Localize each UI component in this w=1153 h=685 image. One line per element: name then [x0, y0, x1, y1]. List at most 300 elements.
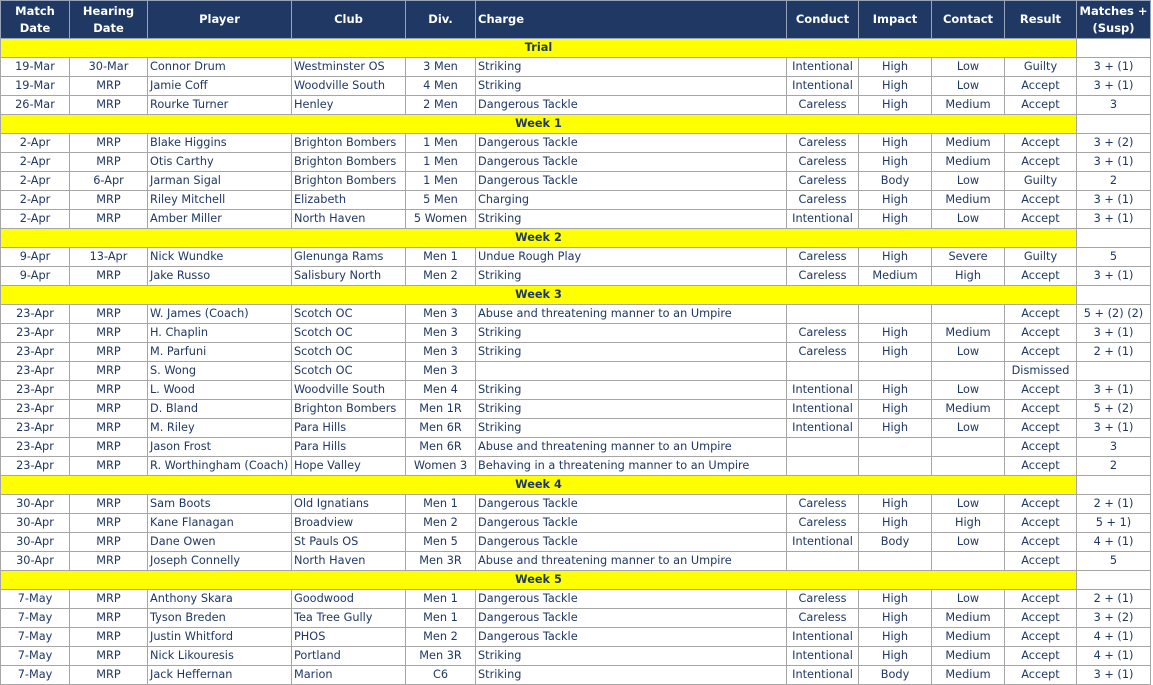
cell-conduct: Careless — [787, 609, 859, 628]
cell-division: Men 2 — [406, 628, 476, 647]
cell-matches-susp: 4 + (1) — [1077, 647, 1151, 666]
table-row — [1, 381, 1151, 400]
cell-hearing-date: MRP — [70, 210, 148, 229]
cell-hearing-date: MRP — [70, 495, 148, 514]
table-row — [1, 457, 1151, 476]
table-row — [1, 153, 1151, 172]
cell-hearing-date: MRP — [70, 647, 148, 666]
section-spacer — [1077, 571, 1151, 590]
cell-matches-susp: 3 + (1) — [1077, 419, 1151, 438]
cell-charge: Striking — [476, 400, 787, 419]
cell-matches-susp: 3 + (1) — [1077, 77, 1151, 96]
cell-impact: High — [859, 77, 932, 96]
cell-division: 5 Men — [406, 191, 476, 210]
cell-division: Men 4 — [406, 381, 476, 400]
cell-club: Brighton Bombers — [292, 134, 406, 153]
cell-division: Men 2 — [406, 514, 476, 533]
section-header-row — [1, 571, 1151, 590]
cell-conduct: Careless — [787, 248, 859, 267]
cell-match-date: 30-Apr — [1, 514, 70, 533]
cell-club: Hope Valley — [292, 457, 406, 476]
cell-player: Anthony Skara — [148, 590, 292, 609]
cell-matches-susp: 3 + (2) — [1077, 134, 1151, 153]
table-row — [1, 96, 1151, 115]
table-row — [1, 628, 1151, 647]
section-header-row — [1, 229, 1151, 248]
cell-matches-susp: 5 + 1) — [1077, 514, 1151, 533]
cell-charge: Dangerous Tackle — [476, 514, 787, 533]
header-matches-susp: Matches + (Susp) — [1077, 1, 1151, 39]
header-club: Club — [292, 1, 406, 39]
cell-hearing-date: MRP — [70, 305, 148, 324]
cell-contact — [932, 438, 1005, 457]
cell-matches-susp: 5 — [1077, 248, 1151, 267]
cell-result: Accept — [1005, 628, 1077, 647]
header-conduct: Conduct — [787, 1, 859, 39]
cell-player: Blake Higgins — [148, 134, 292, 153]
cell-conduct: Intentional — [787, 77, 859, 96]
cell-club: Westminster OS — [292, 58, 406, 77]
cell-contact: Medium — [932, 609, 1005, 628]
cell-result: Accept — [1005, 96, 1077, 115]
section-title: Week 4 — [1, 476, 1077, 495]
section-spacer — [1077, 286, 1151, 305]
section-title: Trial — [1, 39, 1077, 58]
cell-result: Accept — [1005, 533, 1077, 552]
cell-match-date: 9-Apr — [1, 267, 70, 286]
cell-hearing-date: MRP — [70, 267, 148, 286]
cell-impact: Medium — [859, 267, 932, 286]
section-spacer — [1077, 39, 1151, 58]
cell-hearing-date: 30-Mar — [70, 58, 148, 77]
cell-player: Otis Carthy — [148, 153, 292, 172]
cell-division: Men 3R — [406, 647, 476, 666]
cell-result: Accept — [1005, 590, 1077, 609]
cell-hearing-date: MRP — [70, 343, 148, 362]
cell-match-date: 23-Apr — [1, 400, 70, 419]
cell-contact: Severe — [932, 248, 1005, 267]
cell-player: Tyson Breden — [148, 609, 292, 628]
cell-charge: Striking — [476, 267, 787, 286]
cell-match-date: 23-Apr — [1, 324, 70, 343]
cell-player: D. Bland — [148, 400, 292, 419]
cell-club: Woodville South — [292, 77, 406, 96]
cell-club: Henley — [292, 96, 406, 115]
cell-hearing-date: MRP — [70, 609, 148, 628]
cell-impact: High — [859, 647, 932, 666]
cell-impact — [859, 362, 932, 381]
cell-matches-susp: 4 + (1) — [1077, 533, 1151, 552]
cell-club: Scotch OC — [292, 362, 406, 381]
cell-division: Men 3 — [406, 362, 476, 381]
cell-club: Salisbury North — [292, 267, 406, 286]
cell-impact: High — [859, 191, 932, 210]
cell-result: Accept — [1005, 305, 1077, 324]
cell-match-date: 7-May — [1, 590, 70, 609]
cell-match-date: 2-Apr — [1, 172, 70, 191]
section-title: Week 5 — [1, 571, 1077, 590]
header-row — [1, 1, 1151, 39]
cell-club: Glenunga Rams — [292, 248, 406, 267]
cell-club: Elizabeth — [292, 191, 406, 210]
cell-charge: Striking — [476, 77, 787, 96]
cell-division: 5 Women — [406, 210, 476, 229]
table-row — [1, 514, 1151, 533]
cell-charge: Striking — [476, 666, 787, 685]
cell-player: Nick Wundke — [148, 248, 292, 267]
cell-contact: Low — [932, 343, 1005, 362]
cell-club: Para Hills — [292, 438, 406, 457]
cell-contact: Low — [932, 419, 1005, 438]
cell-hearing-date: MRP — [70, 533, 148, 552]
cell-match-date: 2-Apr — [1, 153, 70, 172]
cell-result: Accept — [1005, 666, 1077, 685]
cell-contact — [932, 362, 1005, 381]
cell-result: Accept — [1005, 609, 1077, 628]
cell-charge: Abuse and threatening manner to an Umpire — [476, 552, 787, 571]
cell-division: Men 1 — [406, 248, 476, 267]
cell-matches-susp: 3 + (1) — [1077, 153, 1151, 172]
cell-conduct: Careless — [787, 267, 859, 286]
cell-charge: Striking — [476, 419, 787, 438]
cell-match-date: 30-Apr — [1, 552, 70, 571]
cell-conduct: Intentional — [787, 210, 859, 229]
cell-impact: High — [859, 96, 932, 115]
cell-matches-susp: 2 — [1077, 172, 1151, 191]
cell-player: Joseph Connelly — [148, 552, 292, 571]
section-header-row — [1, 115, 1151, 134]
cell-charge: Dangerous Tackle — [476, 134, 787, 153]
cell-result: Accept — [1005, 77, 1077, 96]
cell-contact: Low — [932, 58, 1005, 77]
cell-division: Men 6R — [406, 438, 476, 457]
cell-hearing-date: MRP — [70, 552, 148, 571]
table-row — [1, 267, 1151, 286]
cell-matches-susp: 2 + (1) — [1077, 590, 1151, 609]
cell-match-date: 23-Apr — [1, 419, 70, 438]
table-row — [1, 647, 1151, 666]
cell-division: Men 1R — [406, 400, 476, 419]
cell-division: Men 2 — [406, 267, 476, 286]
cell-contact — [932, 305, 1005, 324]
cell-result: Guilty — [1005, 58, 1077, 77]
section-title: Week 2 — [1, 229, 1077, 248]
cell-conduct: Careless — [787, 172, 859, 191]
cell-player: Rourke Turner — [148, 96, 292, 115]
cell-contact: Medium — [932, 96, 1005, 115]
cell-charge: Undue Rough Play — [476, 248, 787, 267]
cell-charge: Striking — [476, 343, 787, 362]
cell-charge: Dangerous Tackle — [476, 172, 787, 191]
cell-impact: High — [859, 58, 932, 77]
cell-conduct: Careless — [787, 96, 859, 115]
cell-division: 4 Men — [406, 77, 476, 96]
cell-player: Riley Mitchell — [148, 191, 292, 210]
cell-impact: High — [859, 210, 932, 229]
cell-matches-susp: 5 + (2) (2) — [1077, 305, 1151, 324]
header-charge: Charge — [476, 1, 787, 39]
cell-conduct: Intentional — [787, 58, 859, 77]
cell-player: Amber Miller — [148, 210, 292, 229]
cell-conduct: Careless — [787, 324, 859, 343]
cell-club: Brighton Bombers — [292, 172, 406, 191]
table-row — [1, 305, 1151, 324]
cell-player: R. Worthingham (Coach) — [148, 457, 292, 476]
cell-club: Portland — [292, 647, 406, 666]
cell-hearing-date: MRP — [70, 324, 148, 343]
cell-player: Kane Flanagan — [148, 514, 292, 533]
cell-conduct: Intentional — [787, 381, 859, 400]
cell-conduct: Careless — [787, 495, 859, 514]
cell-player: Sam Boots — [148, 495, 292, 514]
cell-division: 1 Men — [406, 153, 476, 172]
cell-conduct: Careless — [787, 134, 859, 153]
cell-matches-susp: 3 + (1) — [1077, 191, 1151, 210]
cell-charge: Abuse and threatening manner to an Umpire — [476, 305, 787, 324]
cell-hearing-date: MRP — [70, 628, 148, 647]
cell-club: Para Hills — [292, 419, 406, 438]
cell-contact: Medium — [932, 647, 1005, 666]
cell-conduct: Careless — [787, 514, 859, 533]
section-header-row — [1, 39, 1151, 58]
cell-result: Accept — [1005, 495, 1077, 514]
cell-charge: Striking — [476, 647, 787, 666]
cell-charge: Striking — [476, 324, 787, 343]
cell-impact: High — [859, 609, 932, 628]
section-spacer — [1077, 115, 1151, 134]
cell-result: Accept — [1005, 514, 1077, 533]
cell-conduct: Intentional — [787, 419, 859, 438]
cell-matches-susp: 3 — [1077, 438, 1151, 457]
cell-charge: Abuse and threatening manner to an Umpire — [476, 438, 787, 457]
cell-impact: High — [859, 324, 932, 343]
table-row — [1, 362, 1151, 381]
cell-match-date: 2-Apr — [1, 191, 70, 210]
cell-hearing-date: MRP — [70, 590, 148, 609]
cell-division: 1 Men — [406, 134, 476, 153]
cell-club: Scotch OC — [292, 343, 406, 362]
cell-hearing-date: MRP — [70, 134, 148, 153]
cell-result: Dismissed — [1005, 362, 1077, 381]
cell-impact: High — [859, 248, 932, 267]
cell-matches-susp: 5 + (2) — [1077, 400, 1151, 419]
cell-division: Men 1 — [406, 495, 476, 514]
cell-club: PHOS — [292, 628, 406, 647]
cell-matches-susp: 5 — [1077, 552, 1151, 571]
cell-result: Accept — [1005, 419, 1077, 438]
cell-match-date: 30-Apr — [1, 495, 70, 514]
cell-result: Accept — [1005, 343, 1077, 362]
cell-match-date: 30-Apr — [1, 533, 70, 552]
cell-charge: Dangerous Tackle — [476, 628, 787, 647]
cell-club: Marion — [292, 666, 406, 685]
cell-contact: Low — [932, 381, 1005, 400]
cell-hearing-date: MRP — [70, 96, 148, 115]
cell-impact: High — [859, 495, 932, 514]
cell-hearing-date: MRP — [70, 666, 148, 685]
cell-contact: Medium — [932, 153, 1005, 172]
cell-club: St Pauls OS — [292, 533, 406, 552]
table-row — [1, 609, 1151, 628]
cell-hearing-date: MRP — [70, 362, 148, 381]
cell-conduct: Careless — [787, 191, 859, 210]
cell-contact: Medium — [932, 324, 1005, 343]
cell-contact: Medium — [932, 400, 1005, 419]
cell-match-date: 23-Apr — [1, 343, 70, 362]
cell-charge: Charging — [476, 191, 787, 210]
cell-charge: Dangerous Tackle — [476, 495, 787, 514]
cell-charge: Dangerous Tackle — [476, 533, 787, 552]
cell-hearing-date: MRP — [70, 457, 148, 476]
cell-conduct: Intentional — [787, 666, 859, 685]
cell-conduct — [787, 305, 859, 324]
cell-hearing-date: MRP — [70, 381, 148, 400]
cell-contact — [932, 457, 1005, 476]
cell-charge: Dangerous Tackle — [476, 96, 787, 115]
cell-result: Accept — [1005, 210, 1077, 229]
cell-player: Jake Russo — [148, 267, 292, 286]
table-row — [1, 191, 1151, 210]
cell-division: Men 3 — [406, 324, 476, 343]
cell-conduct: Intentional — [787, 533, 859, 552]
cell-club: Scotch OC — [292, 324, 406, 343]
cell-match-date: 9-Apr — [1, 248, 70, 267]
cell-conduct: Careless — [787, 343, 859, 362]
header-hearing-date: Hearing Date — [70, 1, 148, 39]
cell-matches-susp: 2 — [1077, 457, 1151, 476]
cell-matches-susp: 3 — [1077, 96, 1151, 115]
cell-matches-susp: 4 + (1) — [1077, 628, 1151, 647]
cell-impact — [859, 457, 932, 476]
cell-division: Men 1 — [406, 609, 476, 628]
cell-result: Accept — [1005, 400, 1077, 419]
table-row — [1, 210, 1151, 229]
section-spacer — [1077, 476, 1151, 495]
cell-player: Connor Drum — [148, 58, 292, 77]
table-row — [1, 400, 1151, 419]
cell-matches-susp: 3 + (2) — [1077, 609, 1151, 628]
cell-division: Men 3 — [406, 343, 476, 362]
cell-impact: High — [859, 400, 932, 419]
table-row — [1, 58, 1151, 77]
cell-match-date: 19-Mar — [1, 58, 70, 77]
cell-match-date: 7-May — [1, 666, 70, 685]
cell-impact: High — [859, 590, 932, 609]
cell-club: Scotch OC — [292, 305, 406, 324]
cell-conduct — [787, 457, 859, 476]
cell-match-date: 2-Apr — [1, 210, 70, 229]
cell-contact: High — [932, 267, 1005, 286]
cell-impact: Body — [859, 666, 932, 685]
cell-matches-susp: 3 + (1) — [1077, 267, 1151, 286]
header-impact: Impact — [859, 1, 932, 39]
cell-matches-susp: 2 + (1) — [1077, 343, 1151, 362]
cell-result: Guilty — [1005, 248, 1077, 267]
cell-impact: High — [859, 343, 932, 362]
cell-match-date: 23-Apr — [1, 381, 70, 400]
header-result: Result — [1005, 1, 1077, 39]
cell-match-date: 7-May — [1, 647, 70, 666]
cell-impact: Body — [859, 533, 932, 552]
cell-division: Women 3 — [406, 457, 476, 476]
cell-player: W. James (Coach) — [148, 305, 292, 324]
cell-player: L. Wood — [148, 381, 292, 400]
section-header-row — [1, 286, 1151, 305]
cell-player: Jason Frost — [148, 438, 292, 457]
cell-impact: High — [859, 514, 932, 533]
cell-hearing-date: MRP — [70, 77, 148, 96]
cell-hearing-date: MRP — [70, 191, 148, 210]
table-row — [1, 495, 1151, 514]
cell-match-date: 7-May — [1, 628, 70, 647]
cell-conduct — [787, 362, 859, 381]
table-row — [1, 533, 1151, 552]
cell-matches-susp: 3 + (1) — [1077, 381, 1151, 400]
cell-club: North Haven — [292, 552, 406, 571]
cell-contact: Low — [932, 210, 1005, 229]
header-player: Player — [148, 1, 292, 39]
cell-player: Jarman Sigal — [148, 172, 292, 191]
cell-hearing-date: MRP — [70, 419, 148, 438]
cell-player: M. Riley — [148, 419, 292, 438]
cell-charge: Striking — [476, 58, 787, 77]
table-row — [1, 134, 1151, 153]
cell-division: Men 3 — [406, 305, 476, 324]
cell-contact: Medium — [932, 628, 1005, 647]
cell-contact: Low — [932, 590, 1005, 609]
cell-hearing-date: MRP — [70, 438, 148, 457]
cell-match-date: 23-Apr — [1, 457, 70, 476]
table-row — [1, 552, 1151, 571]
cell-contact — [932, 552, 1005, 571]
cell-result: Accept — [1005, 457, 1077, 476]
cell-contact: Medium — [932, 134, 1005, 153]
section-title: Week 3 — [1, 286, 1077, 305]
cell-charge — [476, 362, 787, 381]
cell-club: Brighton Bombers — [292, 153, 406, 172]
cell-player: H. Chaplin — [148, 324, 292, 343]
cell-hearing-date: MRP — [70, 400, 148, 419]
table-row — [1, 590, 1151, 609]
cell-match-date: 23-Apr — [1, 362, 70, 381]
cell-club: Broadview — [292, 514, 406, 533]
cell-match-date: 19-Mar — [1, 77, 70, 96]
table-row — [1, 172, 1151, 191]
table-row — [1, 324, 1151, 343]
cell-contact: Medium — [932, 191, 1005, 210]
cell-club: Brighton Bombers — [292, 400, 406, 419]
cell-impact: High — [859, 153, 932, 172]
cell-hearing-date: MRP — [70, 153, 148, 172]
cell-matches-susp: 3 + (1) — [1077, 210, 1151, 229]
cell-hearing-date: 13-Apr — [70, 248, 148, 267]
cell-division: Men 3R — [406, 552, 476, 571]
cell-player: Jack Heffernan — [148, 666, 292, 685]
cell-player: Nick Likouresis — [148, 647, 292, 666]
cell-impact: Body — [859, 172, 932, 191]
cell-impact: High — [859, 381, 932, 400]
table-row — [1, 438, 1151, 457]
cell-hearing-date: 6-Apr — [70, 172, 148, 191]
cell-impact — [859, 438, 932, 457]
cell-conduct: Intentional — [787, 628, 859, 647]
cell-result: Accept — [1005, 267, 1077, 286]
cell-contact: Medium — [932, 666, 1005, 685]
cell-impact: High — [859, 419, 932, 438]
cell-conduct — [787, 438, 859, 457]
cell-contact: Low — [932, 533, 1005, 552]
cell-conduct: Intentional — [787, 647, 859, 666]
